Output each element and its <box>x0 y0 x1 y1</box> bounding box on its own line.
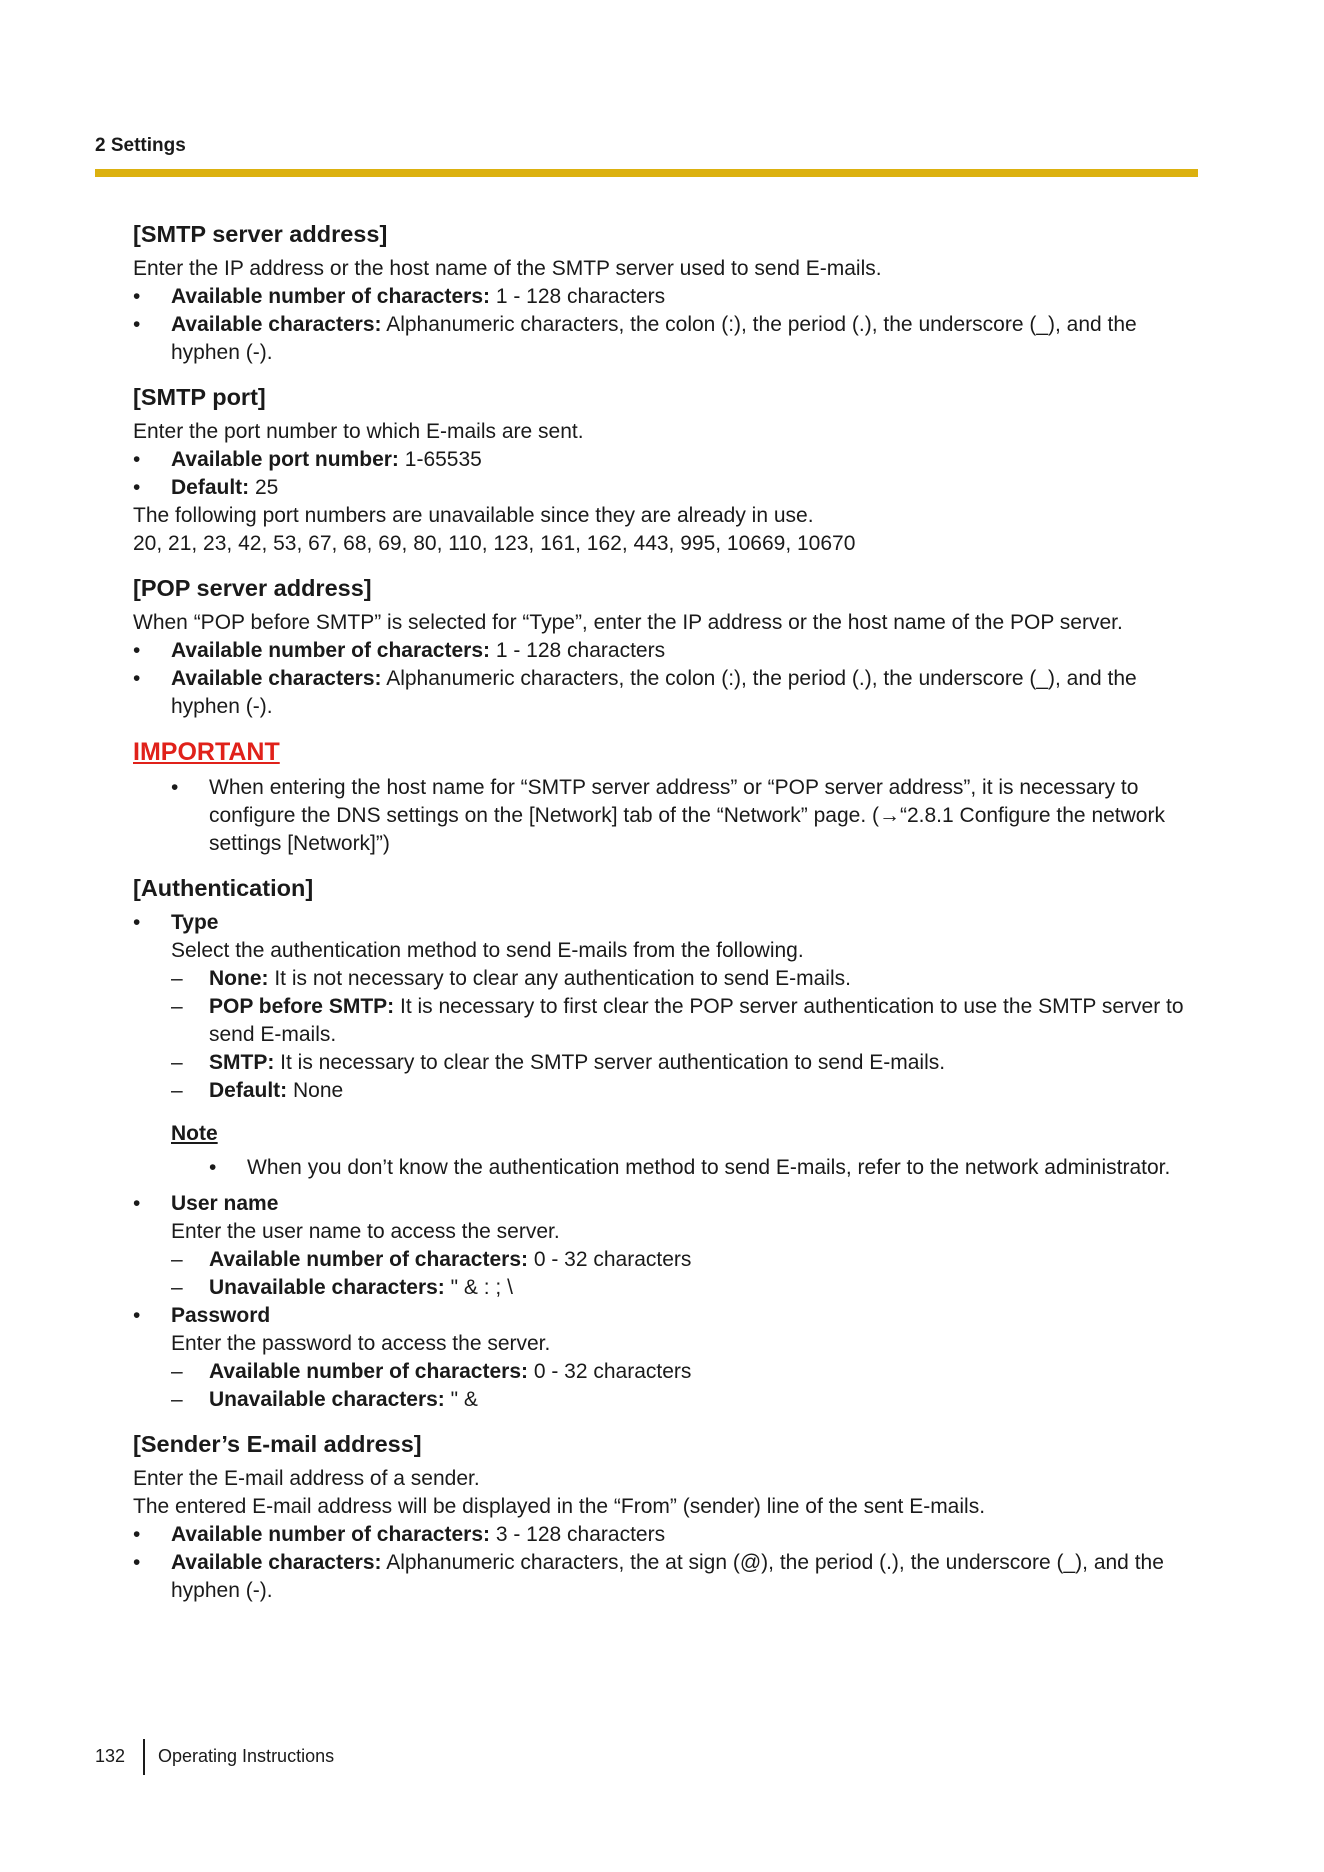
item-text: " & : ; \ <box>444 1276 513 1299</box>
bullet-list <box>171 774 1203 858</box>
item-text: 25 <box>249 476 279 499</box>
list-item <box>133 446 1203 474</box>
list-item <box>171 1274 1203 1302</box>
item-text: None <box>287 1079 344 1102</box>
item-text: It is not necessary to clear any authentication to send E-mails. <box>268 967 851 990</box>
item-text: Alphanumeric characters, the at sign (@), the period (.), the underscore (_), and the hyphen (-). <box>171 1551 1164 1602</box>
item-text: 1 - 128 characters <box>490 639 666 662</box>
section-description: Enter the IP address or the host name of the SMTP server used to send E-mails. <box>133 257 882 280</box>
list-item <box>133 637 1203 665</box>
item-text: Enter the user name to access the server. <box>171 1220 560 1243</box>
item-text: 0 - 32 characters <box>528 1248 692 1271</box>
item-label: Available port number: <box>171 448 399 471</box>
bullet-list <box>133 637 1203 721</box>
list-item <box>133 665 1203 721</box>
item-text: Enter the password to access the server. <box>171 1332 551 1355</box>
item-label: POP before SMTP: <box>209 995 395 1018</box>
section-title: [SMTP port] <box>133 384 266 410</box>
list-item <box>171 965 1203 993</box>
important-heading: IMPORTANT <box>133 738 280 766</box>
item-label: Available number of characters: <box>171 1523 490 1546</box>
item-label: Available number of characters: <box>209 1248 528 1271</box>
section-description: Enter the E-mail address of a sender. <box>133 1467 480 1490</box>
page-number: 132 <box>95 1746 126 1766</box>
item-text: 1 - 128 characters <box>490 285 666 308</box>
item-label: Unavailable characters: <box>209 1276 445 1299</box>
item-label: User name <box>171 1192 279 1215</box>
item-label: SMTP: <box>209 1051 275 1074</box>
item-label: Password <box>171 1304 271 1327</box>
item-label: Type <box>171 911 219 934</box>
item-label: None: <box>209 967 269 990</box>
item-label: Default: <box>209 1079 288 1102</box>
section-title: [Authentication] <box>133 875 314 901</box>
section-authentication <box>133 873 1203 1414</box>
section-description: When “POP before SMTP” is selected for “Type”, enter the IP address or the host name of the POP server. <box>133 611 1123 634</box>
item-text: 3 - 128 characters <box>490 1523 666 1546</box>
manual-name: Operating Instructions <box>158 1746 335 1766</box>
item-label: Available number of characters: <box>171 285 490 308</box>
list-item-type <box>133 909 1203 1190</box>
dash-list <box>171 965 1203 1105</box>
list-item <box>133 1521 1203 1549</box>
list-item <box>171 1077 1203 1105</box>
list-item <box>171 1358 1203 1386</box>
section-title: [POP server address] <box>133 575 372 601</box>
item-text: " & <box>444 1388 478 1411</box>
chapter-heading: 2 Settings <box>95 135 186 156</box>
item-text: It is necessary to clear the SMTP server authentication to send E-mails. <box>274 1051 946 1074</box>
unavailable-ports-note: The following port numbers are unavailable since they are already in use. <box>133 504 814 527</box>
bullet-list <box>133 1521 1203 1605</box>
list-item <box>133 1549 1203 1605</box>
item-text: 0 - 32 characters <box>528 1360 692 1383</box>
footer-divider <box>143 1739 145 1775</box>
list-item <box>133 311 1203 367</box>
section-smtp-port <box>133 382 1203 558</box>
section-smtp-server-address <box>133 219 1203 367</box>
section-description: The entered E-mail address will be displayed in the “From” (sender) line of the sent E-mails. <box>133 1495 986 1518</box>
list-item <box>133 283 1203 311</box>
unavailable-ports-list: 20, 21, 23, 42, 53, 67, 68, 69, 80, 110, 123, 161, 162, 443, 995, 10669, 10670 <box>133 532 856 555</box>
section-pop-server-address <box>133 573 1203 721</box>
note-heading: Note <box>171 1122 218 1145</box>
item-label: Available characters: <box>171 667 382 690</box>
item-label: Available number of characters: <box>209 1360 528 1383</box>
important-callout <box>133 736 1203 858</box>
list-item <box>133 474 1203 502</box>
item-label: Available characters: <box>171 313 382 336</box>
item-label: Unavailable characters: <box>209 1388 445 1411</box>
item-label: Default: <box>171 476 250 499</box>
item-text: 1-65535 <box>398 448 482 471</box>
section-title: [SMTP server address] <box>133 221 388 247</box>
dash-list <box>171 1246 1203 1302</box>
item-text: Alphanumeric characters, the colon (:), the period (.), the underscore (_), and the hyphen (-). <box>171 667 1137 718</box>
section-description: Enter the port number to which E-mails are sent. <box>133 420 584 443</box>
list-item: • When you don’t know the authentication method to send E-mails, refer to the network administrator. <box>209 1154 1203 1182</box>
header-rule <box>95 169 1198 177</box>
item-label: Available number of characters: <box>171 639 490 662</box>
section-sender-email-address <box>133 1429 1203 1605</box>
list-item <box>171 1246 1203 1274</box>
item-text: Select the authentication method to send E-mails from the following. <box>171 939 804 962</box>
section-title: [Sender’s E-mail address] <box>133 1431 422 1457</box>
list-item <box>171 1386 1203 1414</box>
page-content <box>133 219 1203 1605</box>
list-item <box>171 1049 1203 1077</box>
list-item-user-name <box>133 1190 1203 1302</box>
bullet-list <box>133 446 1203 502</box>
bullet-list <box>209 1154 1203 1182</box>
list-item <box>171 993 1203 1049</box>
item-text: Alphanumeric characters, the colon (:), the period (.), the underscore (_), and the hyphen (-). <box>171 313 1137 364</box>
item-label: Available characters: <box>171 1551 382 1574</box>
dash-list <box>171 1358 1203 1414</box>
bullet-list <box>133 283 1203 367</box>
list-item-password <box>133 1302 1203 1414</box>
list-item: • When entering the host name for “SMTP server address” or “POP server address”, it is necessary to configure the DNS settings on the [Network] tab of the “Network” page. (→“2.8.1 Configure the network settings [Network]”) <box>171 774 1203 858</box>
bullet-list <box>133 909 1203 1414</box>
item-text: It is necessary to first clear the POP server authentication to use the SMTP server to send E-mails. <box>209 995 1184 1046</box>
